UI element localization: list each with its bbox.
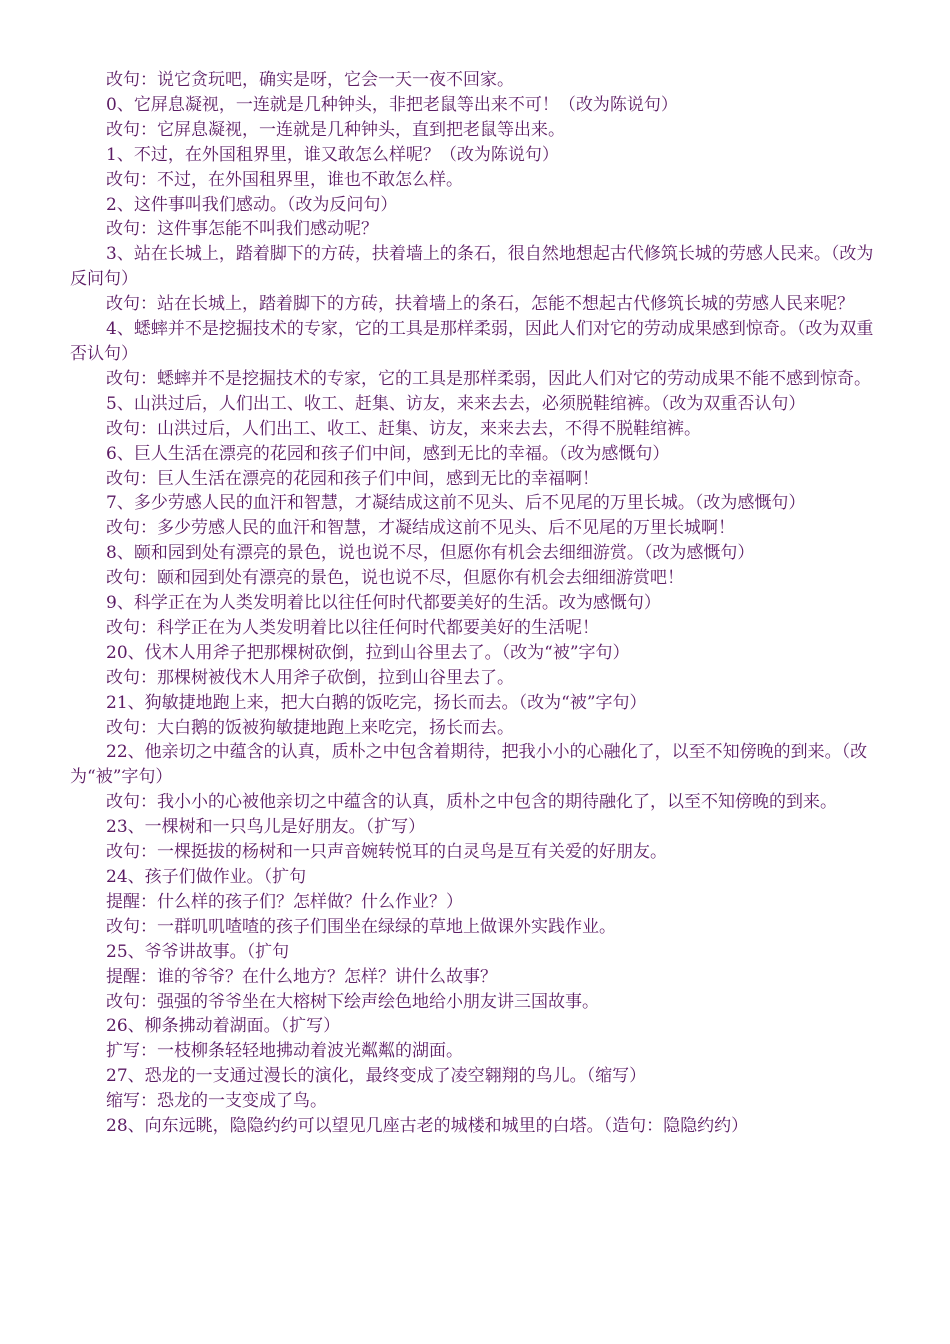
text-line: 扩写：一枝柳条轻轻地拂动着波光粼粼的湖面。: [106, 1041, 463, 1062]
text-line: 3、站在长城上，踏着脚下的方砖，扶着墙上的条石，很自然地想起古代修筑长城的劳感人民来。（改为反问句）: [70, 244, 874, 290]
text-line: 提醒：谁的爷爷？在什么地方？怎样？讲什么故事？: [106, 966, 497, 987]
text-line: 改句：颐和园到处有漂亮的景色，说也说不尽，但愿你有机会去细细游赏吧！: [106, 568, 684, 589]
text-line: 改句：多少劳感人民的血汗和智慧，才凝结成这前不见头、后不见尾的万里长城啊！: [106, 518, 735, 539]
text-line: 改句：山洪过后，人们出工、收工、赶集、访友，来来去去，不得不脱鞋绾裤。: [106, 418, 701, 439]
text-line: 提醒：什么样的孩子们？怎样做？什么作业？）: [106, 891, 463, 912]
text-line: 1、不过，在外国租界里，谁又敢怎么样呢？（改为陈说句）: [106, 144, 559, 165]
text-line: 改句：不过，在外国租界里，谁也不敢怎么样。: [106, 169, 463, 190]
text-line: 2、这件事叫我们感动。（改为反问句）: [106, 194, 398, 215]
text-line: 21、狗敏捷地跑上来，把大白鹅的饭吃完，扬长而去。（改为“被”字句）: [106, 692, 647, 713]
text-line: 20、伐木人用斧子把那棵树砍倒，拉到山谷里去了。（改为“被”字句）: [106, 642, 630, 663]
text-line: 9、科学正在为人类发明着比以往任何时代都要美好的生活。改为感慨句）: [106, 593, 661, 614]
text-line: 7、多少劳感人民的血汗和智慧，才凝结成这前不见头、后不见尾的万里长城。（改为感慨句）: [106, 493, 806, 514]
text-line: 4、蟋蟀并不是挖掘技术的专家，它的工具是那样柔弱，因此人们对它的劳动成果感到惊奇。（改为双重否认句）: [70, 319, 874, 364]
text-line: 改句：它屏息凝视，一连就是几种钟头，直到把老鼠等出来。: [106, 119, 565, 140]
text-line: 6、巨人生活在漂亮的花园和孩子们中间，感到无比的幸福。（改为感慨句）: [106, 443, 670, 464]
text-line: 改句：说它贪玩吧，确实是呀，它会一天一夜不回家。: [106, 70, 514, 90]
text-line: 改句：这件事怎能不叫我们感动呢？: [106, 219, 378, 240]
text-line: 改句：大白鹅的饭被狗敏捷地跑上来吃完，扬长而去。: [106, 717, 514, 738]
text-line: 改句：一棵挺拔的杨树和一只声音婉转悦耳的白灵鸟是互有关爱的好朋友。: [106, 842, 667, 863]
text-line: 改句：蟋蟀并不是挖掘技术的专家，它的工具是那样柔弱，因此人们对它的劳动成果不能不感到惊奇。: [106, 368, 871, 389]
text-line: 改句：我小小的心被他亲切之中蕴含的认真，质朴之中包含的期待融化了，以至不知傍晚的到来。: [106, 792, 837, 813]
text-line: 改句：巨人生活在漂亮的花园和孩子们中间，感到无比的幸福啊！: [106, 468, 599, 489]
text-line: 8、颐和园到处有漂亮的景色，说也说不尽，但愿你有机会去细细游赏。（改为感慨句）: [106, 543, 755, 564]
text-line: 28、向东远眺，隐隐约约可以望见几座古老的城楼和城里的白塔。（造句：隐隐约约）: [106, 1116, 749, 1137]
text-line: 缩写：恐龙的一支变成了鸟。: [106, 1091, 327, 1112]
text-line: 22、他亲切之中蕴含的认真，质朴之中包含着期待，把我小小的心融化了，以至不知傍晚的到来。（改为“被”字句）: [70, 742, 868, 788]
text-line: 24、孩子们做作业。（扩句: [106, 867, 307, 887]
text-line: 改句：站在长城上，踏着脚下的方砖，扶着墙上的条石，怎能不想起古代修筑长城的劳感人民来呢？: [106, 294, 854, 315]
text-line: 改句：那棵树被伐木人用斧子砍倒，拉到山谷里去了。: [106, 667, 514, 688]
text-line: 25、爷爷讲故事。（扩句: [106, 941, 290, 962]
text-line: 23、一棵树和一只鸟儿是好朋友。（扩写）: [106, 817, 426, 838]
document-page: [70, 68, 885, 1139]
text-line: 改句：科学正在为人类发明着比以往任何时代都要美好的生活呢！: [106, 617, 599, 638]
text-line: 5、山洪过后，人们出工、收工、赶集、访友，来来去去，必须脱鞋绾裤。（改为双重否认句）: [106, 393, 806, 414]
text-line: 改句：强强的爷爷坐在大榕树下绘声绘色地给小朋友讲三国故事。: [106, 991, 599, 1012]
text-line: 27、恐龙的一支通过漫长的演化，最终变成了凌空翱翔的鸟儿。（缩写）: [106, 1066, 647, 1087]
text-line: 26、柳条拂动着湖面。（扩写）: [106, 1016, 341, 1037]
text-line: 改句：一群叽叽喳喳的孩子们围坐在绿绿的草地上做课外实践作业。: [106, 916, 616, 937]
text-line: 0、它屏息凝视，一连就是几种钟头，非把老鼠等出来不可！（改为陈说句）: [106, 94, 678, 115]
